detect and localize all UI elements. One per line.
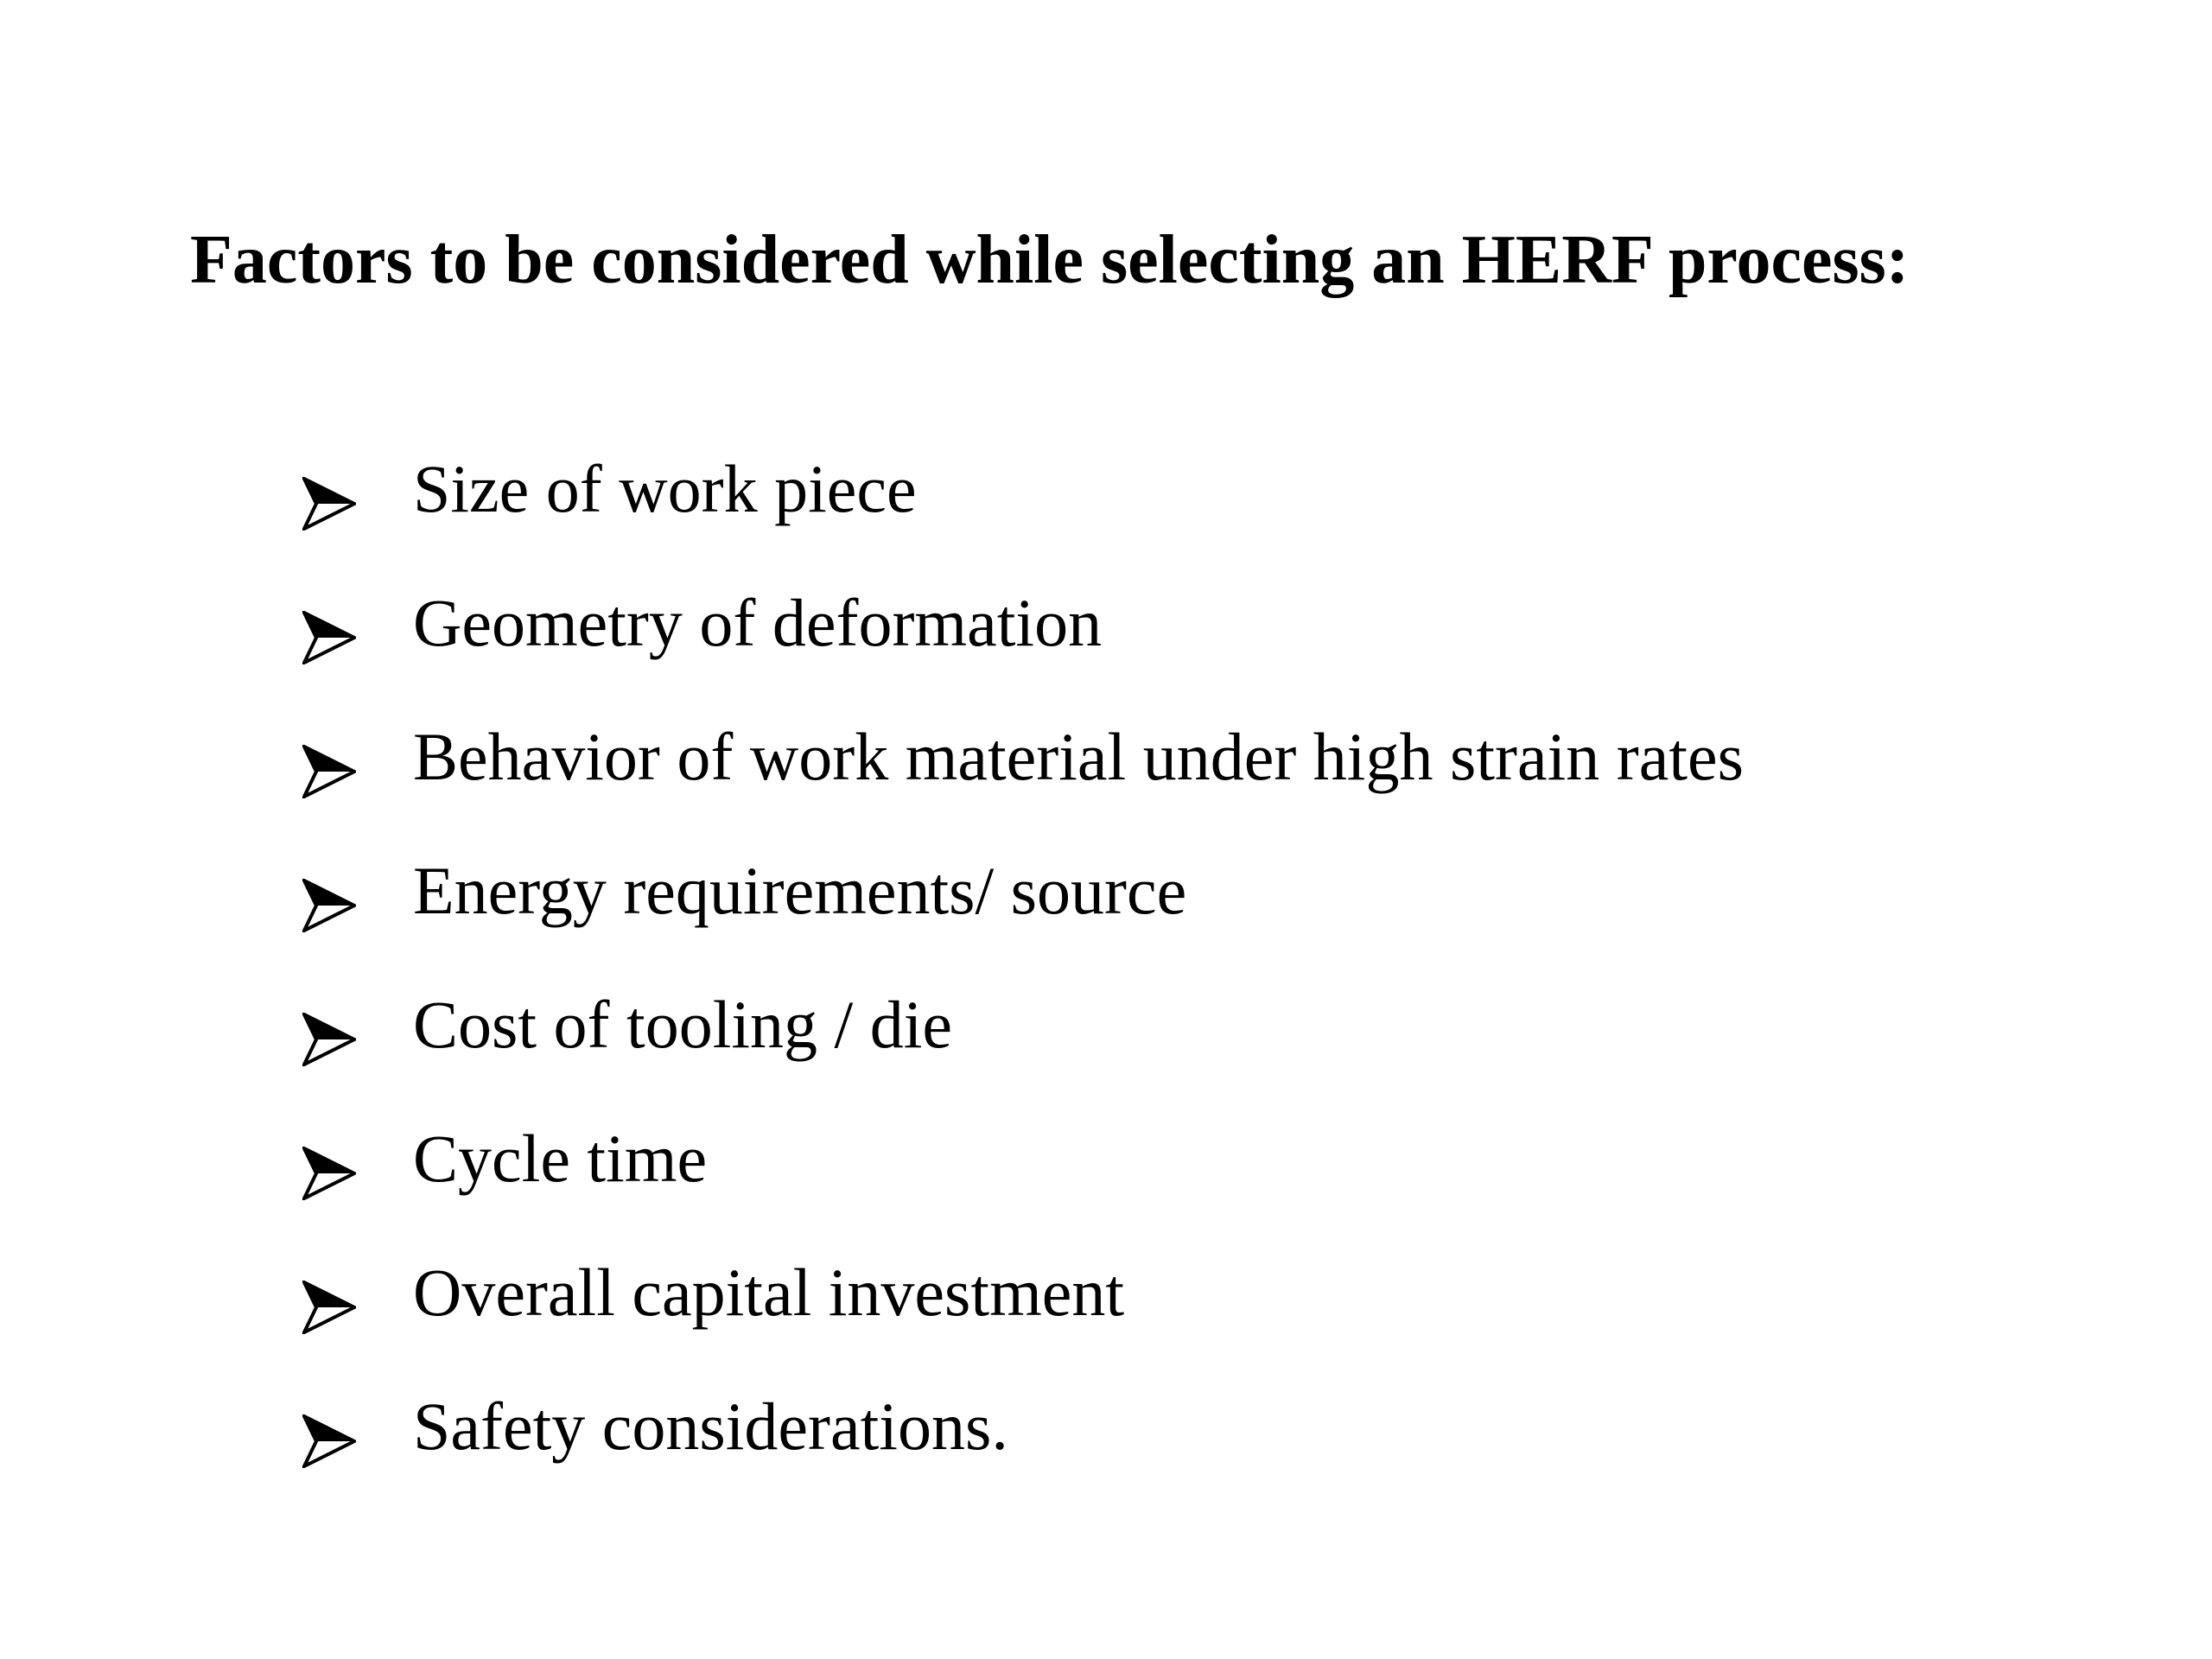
list-item-text: Geometry of deformation xyxy=(413,585,1103,660)
list-item xyxy=(302,451,917,592)
list-item-text: Cost of tooling / die xyxy=(413,987,952,1062)
list-item xyxy=(302,987,952,1128)
list-item-text: Overall capital investment xyxy=(413,1255,1125,1330)
section-heading: Factors to be considered while selecting an HERF process: xyxy=(190,222,1910,298)
arrowhead-bullet-icon xyxy=(302,879,356,932)
list-item xyxy=(302,719,1745,860)
arrowhead-bullet-icon xyxy=(302,611,356,664)
list-item-text: Cycle time xyxy=(413,1121,708,1196)
arrowhead-bullet-icon xyxy=(302,1281,356,1334)
list-item xyxy=(302,1121,708,1262)
list-item xyxy=(302,1255,1125,1395)
arrowhead-bullet-icon xyxy=(302,477,356,531)
list-item xyxy=(302,853,1187,994)
arrowhead-bullet-icon xyxy=(302,1013,356,1066)
list-item-text: Energy requirements/ source xyxy=(413,853,1187,928)
arrowhead-bullet-icon xyxy=(302,1414,356,1468)
list-item-text: Behavior of work material under high strain rates xyxy=(413,719,1745,794)
list-item-text: Size of work piece xyxy=(413,451,917,526)
list-item xyxy=(302,1389,1008,1529)
factors-list xyxy=(302,451,1745,1529)
arrowhead-bullet-icon xyxy=(302,1147,356,1200)
arrowhead-bullet-icon xyxy=(302,745,356,798)
list-item xyxy=(302,585,1103,726)
list-item-text: Safety considerations. xyxy=(413,1389,1008,1464)
